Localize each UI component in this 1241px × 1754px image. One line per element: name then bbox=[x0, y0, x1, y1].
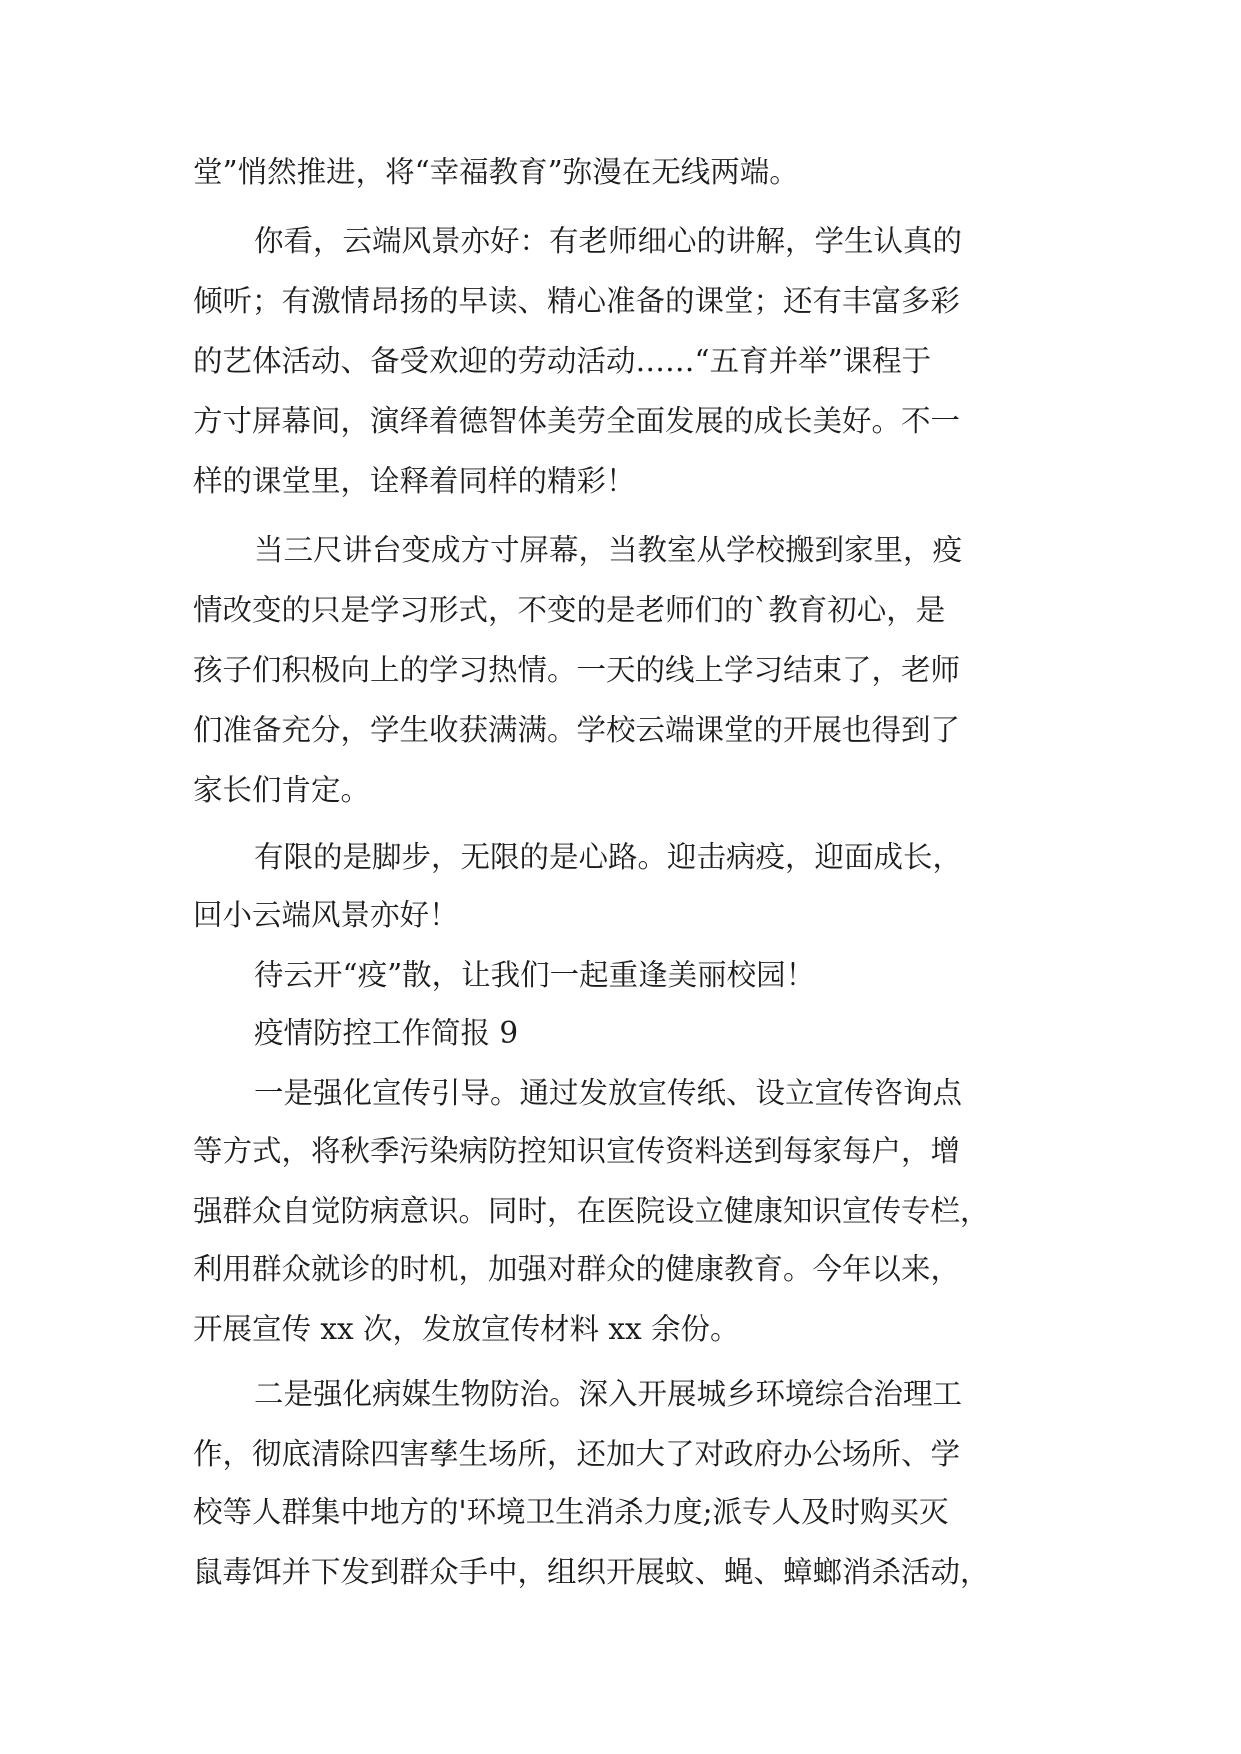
text-line: 一是强化宣传引导。通过发放宣传纸、设立宣传咨询点 bbox=[254, 1076, 963, 1110]
text-line: 强群众自觉防病意识。同时，在医院设立健康知识宣传专栏， bbox=[193, 1194, 990, 1228]
text-line: 回小云端风景亦好！ bbox=[193, 898, 459, 932]
text-line: 倾听；有激情昂扬的早读、精心准备的课堂；还有丰富多彩 bbox=[193, 284, 961, 318]
section-heading: 疫情防控工作简报 9 bbox=[254, 1016, 519, 1050]
text-line: 等方式，将秋季污染病防控知识宣传资料送到每家每户，增 bbox=[193, 1134, 961, 1168]
text-line: 孩子们积极向上的学习热情。一天的线上学习结束了，老师 bbox=[193, 653, 961, 687]
text-line: 的艺体活动、备受欢迎的劳动活动……“五育并举”课程于 bbox=[193, 344, 932, 378]
text-line: 你看，云端风景亦好：有老师细心的讲解，学生认真的 bbox=[254, 224, 963, 258]
text-line: 鼠毒饵并下发到群众手中，组织开展蚊、蝇、蟑螂消杀活动， bbox=[193, 1555, 990, 1589]
text-line: 情改变的只是学习形式，不变的是老师们的`教育初心，是 bbox=[193, 593, 946, 627]
text-line: 有限的是脚步，无限的是心路。迎击病疫，迎面成长， bbox=[254, 840, 963, 874]
text-line: 们准备充分，学生收获满满。学校云端课堂的开展也得到了 bbox=[193, 713, 961, 747]
text-line: 利用群众就诊的时机，加强对群众的健康教育。今年以来， bbox=[193, 1252, 961, 1286]
text-line: 校等人群集中地方的'环境卫生消杀力度;派专人及时购买灭 bbox=[193, 1495, 949, 1529]
text-line: 作，彻底清除四害孳生场所，还加大了对政府办公场所、学 bbox=[193, 1437, 961, 1471]
text-line: 开展宣传 xx 次，发放宣传材料 xx 余份。 bbox=[193, 1312, 740, 1346]
text-line: 家长们肯定。 bbox=[193, 773, 371, 807]
text-line: 堂”悄然推进，将“幸福教育”弥漫在无线两端。 bbox=[193, 155, 799, 189]
text-line: 方寸屏幕间，演绎着德智体美劳全面发展的成长美好。不一 bbox=[193, 404, 961, 438]
text-line: 样的课堂里，诠释着同样的精彩！ bbox=[193, 464, 636, 498]
text-line: 当三尺讲台变成方寸屏幕，当教室从学校搬到家里，疫 bbox=[254, 533, 963, 567]
text-line: 待云开“疫”散，让我们一起重逢美丽校园！ bbox=[254, 958, 816, 992]
text-line: 二是强化病媒生物防治。深入开展城乡环境综合治理工 bbox=[254, 1377, 963, 1411]
